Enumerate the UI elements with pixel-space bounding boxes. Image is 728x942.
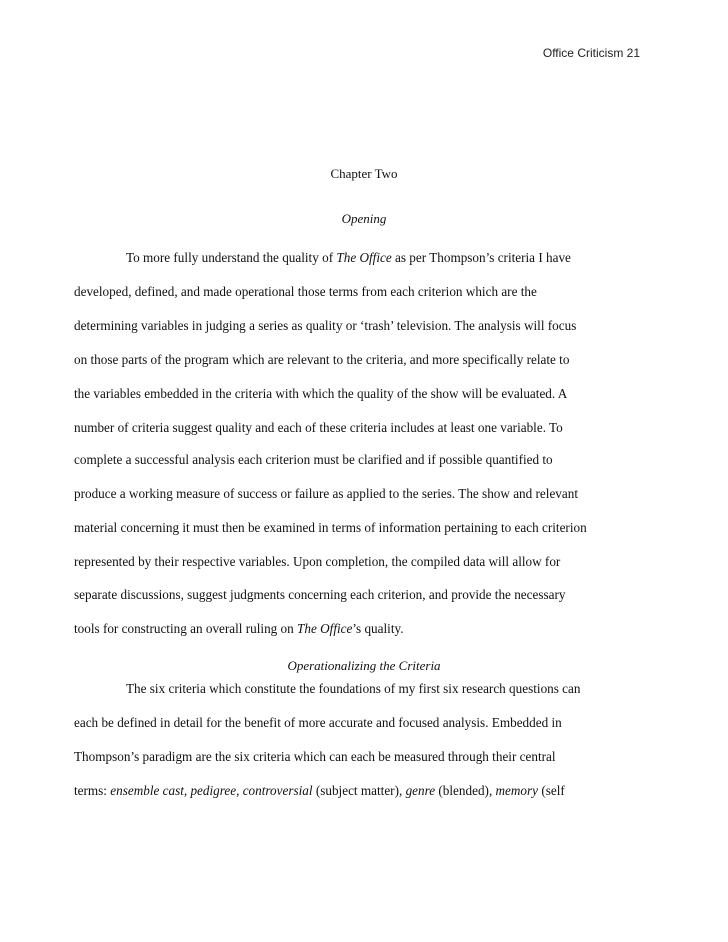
paragraph-line: To more fully understand the quality of The Office as per Thompson’s criteria I have <box>126 250 571 265</box>
paragraph-line: Thompson’s paradigm are the six criteria which can each be measured through their central <box>74 749 556 764</box>
paragraph-line: number of criteria suggest quality and each of these criteria includes at least one variable. To <box>74 420 563 435</box>
paragraph-line: separate discussions, suggest judgments concerning each criterion, and provide the necessary <box>74 587 566 602</box>
paragraph-line: material concerning it must then be examined in terms of information pertaining to each criterion <box>74 520 587 535</box>
running-head: Office Criticism 21 <box>542 46 640 60</box>
paragraph-line: terms: ensemble cast, pedigree, controversial (subject matter), genre (blended), memory (self <box>74 783 565 798</box>
paragraph-line: tools for constructing an overall ruling on The Office’s quality. <box>74 621 404 636</box>
paragraph-line: The six criteria which constitute the foundations of my first six research questions can <box>126 681 581 696</box>
paragraph-line: on those parts of the program which are relevant to the criteria, and more specifically relate to <box>74 352 570 367</box>
section-heading-operationalizing: Operationalizing the Criteria <box>287 658 441 673</box>
section-heading-opening: Opening <box>341 211 387 226</box>
paragraph-line: the variables embedded in the criteria with which the quality of the show will be evaluated. A <box>74 386 568 401</box>
paragraph-line: complete a successful analysis each criterion must be clarified and if possible quantified to <box>74 452 553 467</box>
paragraph-line: produce a working measure of success or failure as applied to the series. The show and relevant <box>74 486 579 501</box>
chapter-title: Chapter Two <box>330 166 398 181</box>
paragraph-line: developed, defined, and made operational those terms from each criterion which are the <box>74 284 537 299</box>
paragraph-line: represented by their respective variables. Upon completion, the compiled data will allow for <box>74 554 561 569</box>
paragraph-line: determining variables in judging a series as quality or ‘trash’ television. The analysis will focus <box>74 318 577 333</box>
paragraph-line: each be defined in detail for the benefit of more accurate and focused analysis. Embedded in <box>74 715 562 730</box>
